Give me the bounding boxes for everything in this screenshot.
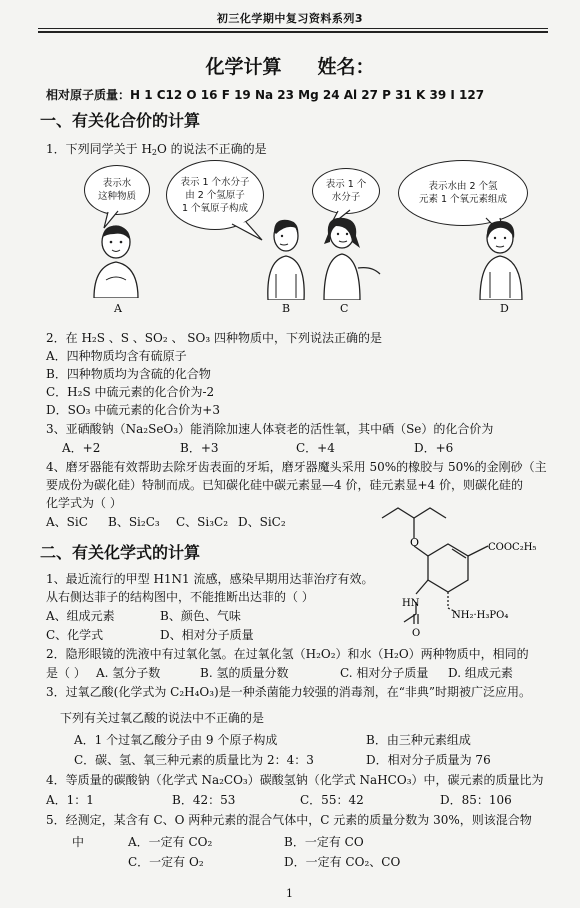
student-d-figure <box>476 216 528 300</box>
q6-option-b: B. 氢的质量分数 <box>200 666 289 680</box>
speech-bubble-b: 表示 1 个水分子 由 2 个氢原子 1 个氧原子构成 <box>166 160 264 230</box>
q2-option-d: D．SO₃ 中硫元素的化合价为+3 <box>46 403 220 417</box>
q8-option-c: C．55：42 <box>300 793 364 807</box>
q3-option-b: B．+3 <box>180 441 219 455</box>
q7-option-a: A．1 个过氧乙酸分子由 9 个原子构成 <box>74 733 278 747</box>
q5-option-b: B、颜色、气味 <box>160 609 241 623</box>
q9-option-d: D．一定有 CO₂、CO <box>284 855 401 869</box>
speech-bubble-d: 表示水由 2 个氢 元素 1 个氧元素组成 <box>398 160 528 226</box>
q9-option-c: C．一定有 O₂ <box>128 855 204 869</box>
speech-bubble-c: 表示 1 个 水分子 <box>312 168 380 214</box>
q6-option-d: D. 组成元素 <box>448 666 513 680</box>
q5-line-1: 1、最近流行的甲型 H1N1 流感，感染早期用达菲治疗有效。 <box>46 572 374 586</box>
q4-line-1: 4、磨牙器能有效帮助去除牙齿表面的牙垢，磨牙器魔头采用 50%的橡胶与 50%的金刚砂（主 <box>46 460 547 474</box>
q1-stem: 1．下列同学关于 $H_2O$ 的说法不正确的是 <box>46 142 267 157</box>
q2-option-c: C．H₂S 中硫元素的化合价为-2 <box>46 385 215 399</box>
q7-option-b: B．由三种元素组成 <box>366 733 471 747</box>
section-1-heading: 一、有关化合价的计算 <box>40 111 201 130</box>
q1-label-d: D <box>500 302 509 315</box>
q3-option-d: D．+6 <box>414 441 454 455</box>
q6-line-1: 2．隐形眼镜的洗液中有过氧化氢。在过氧化氢（H₂O₂）和水（H₂O）两种物质中，相同的 <box>46 647 529 661</box>
q5-option-d: D、相对分子质量 <box>160 628 254 642</box>
q1-label-c: C <box>340 302 349 315</box>
q1-label-a: A <box>114 302 122 315</box>
title-text: 化学计算 <box>205 56 282 78</box>
q7-option-c: C．碳、氢、氧三种元素的质量比为 2：4：3 <box>74 753 314 767</box>
q4-line-3: 化学式为（ ） <box>46 496 122 510</box>
structure-o2-label: O <box>412 628 421 639</box>
q3-option-a: A．+2 <box>62 441 101 455</box>
q8-option-b: B．42：53 <box>172 793 236 807</box>
q8-line-1: 4．等质量的碳酸钠（化学式 Na₂CO₃）碳酸氢钠（化学式 NaHCO₃）中，碳元素的质量比为 <box>46 773 544 787</box>
structure-salt-label: NH₂·H₃PO₄ <box>452 610 509 621</box>
q2-option-a: A．四种物质均含有硫原子 <box>46 349 187 363</box>
q4-option-c: C、Si₃C₂ <box>176 515 229 529</box>
q9-line-1: 5．经测定，某含有 C、O 两种元素的混合气体中，C 元素的质量分数为 30%，则该混合物 <box>46 813 532 827</box>
q6-line-2: 是（ ） <box>46 666 86 680</box>
q4-option-a: A、SiC <box>46 515 88 529</box>
q9-line-2: 中 <box>72 835 85 849</box>
q2-stem: 2．在 H₂S 、S 、SO₂ 、 SO₃ 四种物质中，下列说法正确的是 <box>46 331 382 345</box>
q5-option-a: A、组成元素 <box>46 609 115 623</box>
q8-option-d: D．85：106 <box>440 793 512 807</box>
structure-ester-label: COOC₂H₅ <box>488 542 537 553</box>
structure-hn-label: HN <box>402 598 420 609</box>
q7-line-1: 3．过氧乙酸(化学式为 C₂H₄O₃)是一种杀菌能力较强的消毒剂，在“非典”时期被广泛应用。 <box>46 685 532 699</box>
q8-option-a: A．1：1 <box>46 793 94 807</box>
structure-o-label: O <box>410 536 420 549</box>
q2-option-b: B．四种物质均为含硫的化合物 <box>46 367 211 381</box>
student-c-figure <box>314 212 384 300</box>
student-a-figure <box>84 222 148 298</box>
section-2-heading: 二、有关化学式的计算 <box>40 543 201 562</box>
q4-option-b: B、Si₂C₃ <box>108 515 160 529</box>
q4-line-2: 要成份为碳化硅）特制而成。已知碳化硅中碳元素显—4 价，硅元素显+4 价，则碳化硅的 <box>46 478 523 492</box>
q7-option-d: D．相对分子质量为 76 <box>366 753 491 767</box>
q5-option-c: C、化学式 <box>46 628 104 642</box>
speech-bubble-a: 表示水 这种物质 <box>84 165 150 215</box>
q6-option-c: C. 相对分子质量 <box>340 666 429 680</box>
q9-option-b: B．一定有 CO <box>284 835 364 849</box>
q4-option-d: D、SiC₂ <box>238 515 286 529</box>
q1-label-b: B <box>282 302 291 315</box>
page-header: 初三化学期中复习资料系列3 <box>216 12 364 25</box>
oseltamivir-structure <box>370 498 570 640</box>
q3-stem: 3、亚硒酸钠（Na₂SeO₃）能消除加速人体衰老的活性氧，其中硒（Se）的化合价为 <box>46 422 494 436</box>
atomic-masses: 相对原子质量：H 1 C12 O 16 F 19 Na 23 Mg 24 Al 27 P 31 K 39 I 127 <box>46 88 485 102</box>
q6-option-a: A. 氢分子数 <box>96 666 161 680</box>
page-number: 1 <box>286 887 293 900</box>
q3-option-c: C．+4 <box>296 441 335 455</box>
student-b-figure <box>262 214 310 300</box>
q7-line-2: 下列有关过氧乙酸的说法中不正确的是 <box>60 711 265 725</box>
name-label: 姓名： <box>317 56 375 78</box>
q5-line-2: 从右侧达菲子的结构图中，不能推断出达菲的（ ） <box>46 590 314 604</box>
q9-option-a: A．一定有 CO₂ <box>128 835 213 849</box>
